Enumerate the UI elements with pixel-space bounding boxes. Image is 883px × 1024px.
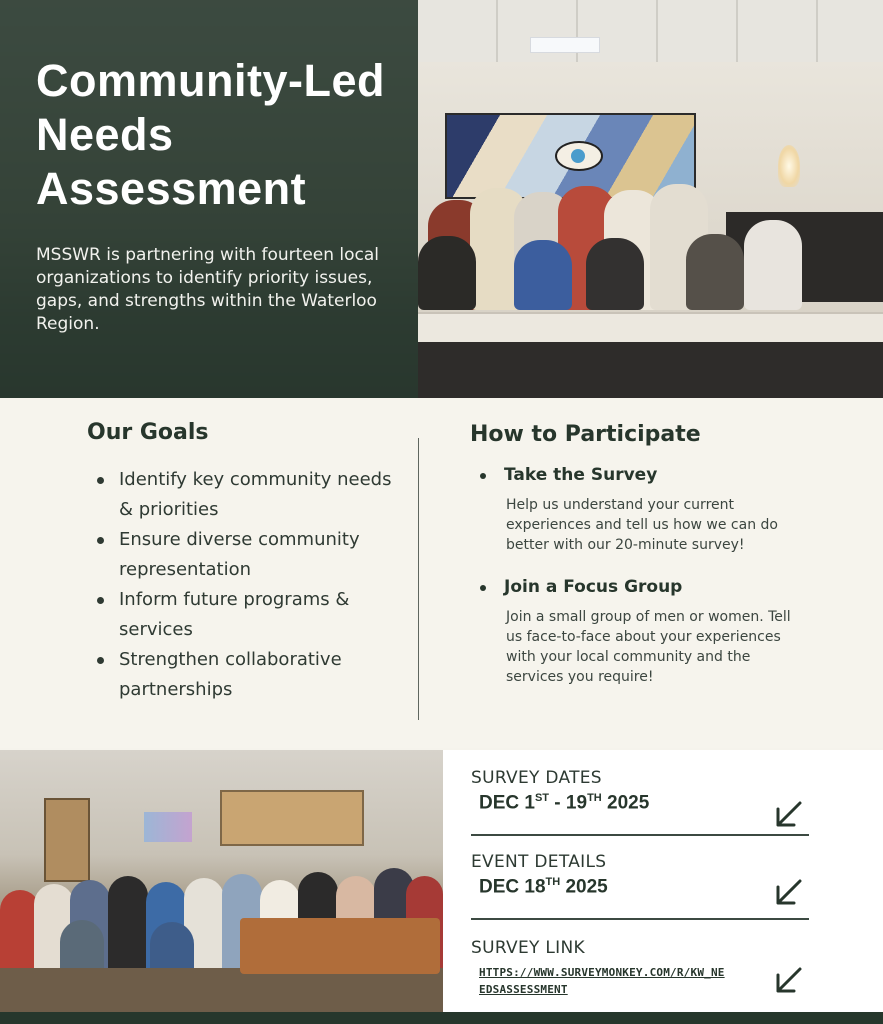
survey-link-label: SURVEY LINK xyxy=(471,938,585,958)
survey-link-block xyxy=(471,938,809,1002)
photo-floor xyxy=(0,968,443,1012)
survey-dates-label: SURVEY DATES xyxy=(471,768,602,788)
goals-list xyxy=(97,465,407,705)
participate-body: Help us understand your current experiences and tell us how we can do better with our 20-minute survey! xyxy=(506,497,778,553)
survey-link[interactable]: HTTPS://WWW.SURVEYMONKEY.COM/R/KW_NEEDSASSESSMENT xyxy=(479,966,725,996)
group-photo-bottom xyxy=(0,750,443,1012)
person xyxy=(418,236,476,310)
meeting-table xyxy=(418,312,883,344)
participate-column xyxy=(470,422,810,687)
page-title: Community-Led Needs Assessment xyxy=(36,55,385,214)
column-divider xyxy=(418,438,419,720)
participate-item-focus-group xyxy=(470,577,810,687)
footer-bar xyxy=(0,1012,883,1024)
goal-item: Inform future programs & services xyxy=(97,585,407,645)
person xyxy=(108,876,148,980)
ceiling-tiles xyxy=(418,0,883,62)
survey-dates-value: DEC 1ST - 19TH 2025 xyxy=(479,792,650,814)
survey-dates-block xyxy=(471,768,809,836)
goals-title: Our Goals xyxy=(87,420,209,445)
person xyxy=(686,234,744,310)
event-info-panel xyxy=(443,750,883,1012)
person xyxy=(514,240,572,310)
participate-body: Join a small group of men or women. Tell us face-to-face about your experiences with your local community and the services you require! xyxy=(506,609,791,685)
participate-item-survey xyxy=(470,465,810,555)
event-details-block xyxy=(471,852,809,920)
arrow-down-left-icon xyxy=(771,964,805,998)
event-details-label: EVENT DETAILS xyxy=(471,852,607,872)
goal-item: Identify key community needs & priorities xyxy=(97,465,407,525)
arrow-down-left-icon xyxy=(771,798,805,832)
info-section xyxy=(0,398,883,748)
goal-item: Ensure diverse community representation xyxy=(97,525,407,585)
goal-item: Strengthen collaborative partnerships xyxy=(97,645,407,705)
group-of-women xyxy=(418,170,798,310)
hero-description: MSSWR is partnering with fourteen local organizations to identify priority issues, gaps, and strengths within the Waterloo Region. xyxy=(36,245,380,334)
person xyxy=(744,220,802,310)
mural-eye xyxy=(555,141,603,171)
ceiling-light xyxy=(530,37,600,53)
table-shadow xyxy=(418,342,883,398)
hero-section xyxy=(0,0,883,398)
event-details-value: DEC 18TH 2025 xyxy=(479,876,608,898)
photo-table xyxy=(240,918,440,974)
participate-heading: Take the Survey xyxy=(470,465,810,485)
person xyxy=(586,238,644,310)
arrow-down-left-icon xyxy=(771,876,805,910)
goals-column xyxy=(87,420,407,705)
participate-title: How to Participate xyxy=(470,422,701,447)
participate-heading: Join a Focus Group xyxy=(470,577,810,597)
